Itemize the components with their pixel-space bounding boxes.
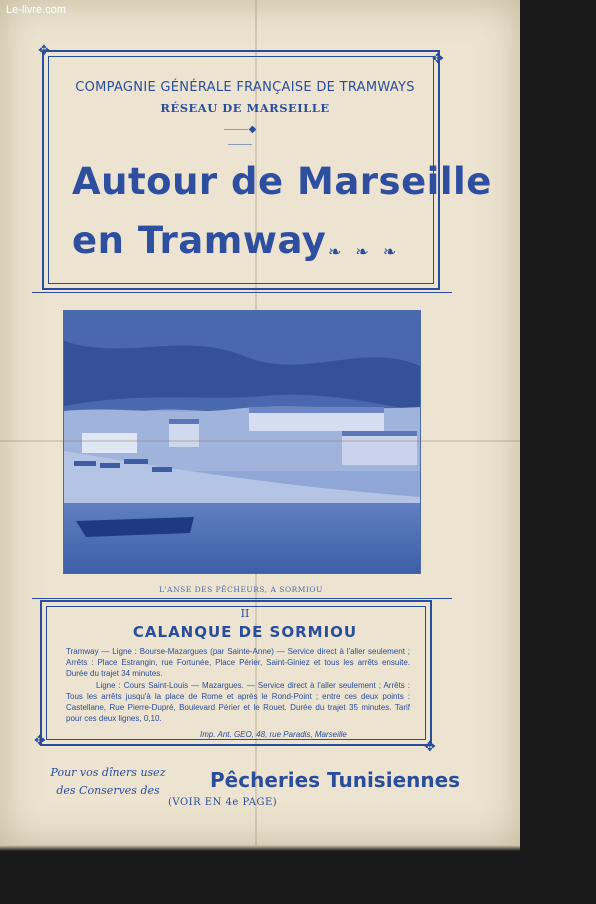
site-watermark: Le-livre.com (6, 4, 66, 16)
divider-ornament-icon: ⸻◆⸻ (223, 124, 257, 150)
section-title: CALANQUE DE SORMIOU (132, 623, 358, 641)
corner-ornament-icon: ✥ (38, 43, 50, 59)
main-title-line1: Autour de Marseille (72, 160, 492, 203)
title-flourish-icon: ❧❧❧ (328, 242, 411, 261)
advert-line-2: des Conserves des (56, 784, 160, 797)
corner-ornament-icon: ✥ (424, 739, 436, 755)
corner-ornament-icon: ✥ (432, 51, 444, 67)
section-number: II (240, 607, 250, 620)
torn-edge (0, 845, 520, 851)
network-name: RÉSEAU DE MARSEILLE (160, 101, 330, 115)
company-name: COMPAGNIE GÉNÉRALE FRANÇAISE DE TRAMWAYS (75, 80, 415, 95)
route-description (66, 646, 410, 724)
advert-line-1: Pour vos dîners usez (50, 766, 166, 779)
route-paragraph-1: Tramway — Ligne : Bourse-Mazargues (par Sainte-Anne) — Service direct à l'aller seulement ; Arrêts : Place Estrangin, rue Fortunée, Place Périer, Saint-Giniez et tous les arrêts ensuite. Durée du trajet 34 minutes. (66, 647, 410, 679)
corner-ornament-icon: ✥ (34, 733, 46, 749)
main-title-line2: en Tramway (72, 219, 327, 262)
advert-tagline (22, 764, 194, 800)
cove-photo (63, 310, 421, 574)
advert-brand: Pêcheries Tunisiennes (210, 768, 461, 792)
printer-imprint: Imp. Ant. GEO, 48, rue Paradis, Marseille (200, 730, 347, 739)
photo-caption: L'ANSE DES PÊCHEURS, A SORMIOU (159, 585, 323, 594)
advert-note: (VOIR EN 4e PAGE) (168, 797, 278, 808)
cove-photo-illustration (64, 311, 420, 573)
route-paragraph-2: Ligne : Cours Saint-Louis — Mazargues. — Service direct à l'aller seulement ; Arrêts : Tous les arrêts jusqu'à la place de Rome et après le Rond-Point ; entre ces deux points : Castellane, Rue Pierre-Dupré, Boulevard Périer et le Rouet. Durée du trajet 35 minutes. Tarif pour ces deux lignes, 0,10. (66, 680, 410, 724)
